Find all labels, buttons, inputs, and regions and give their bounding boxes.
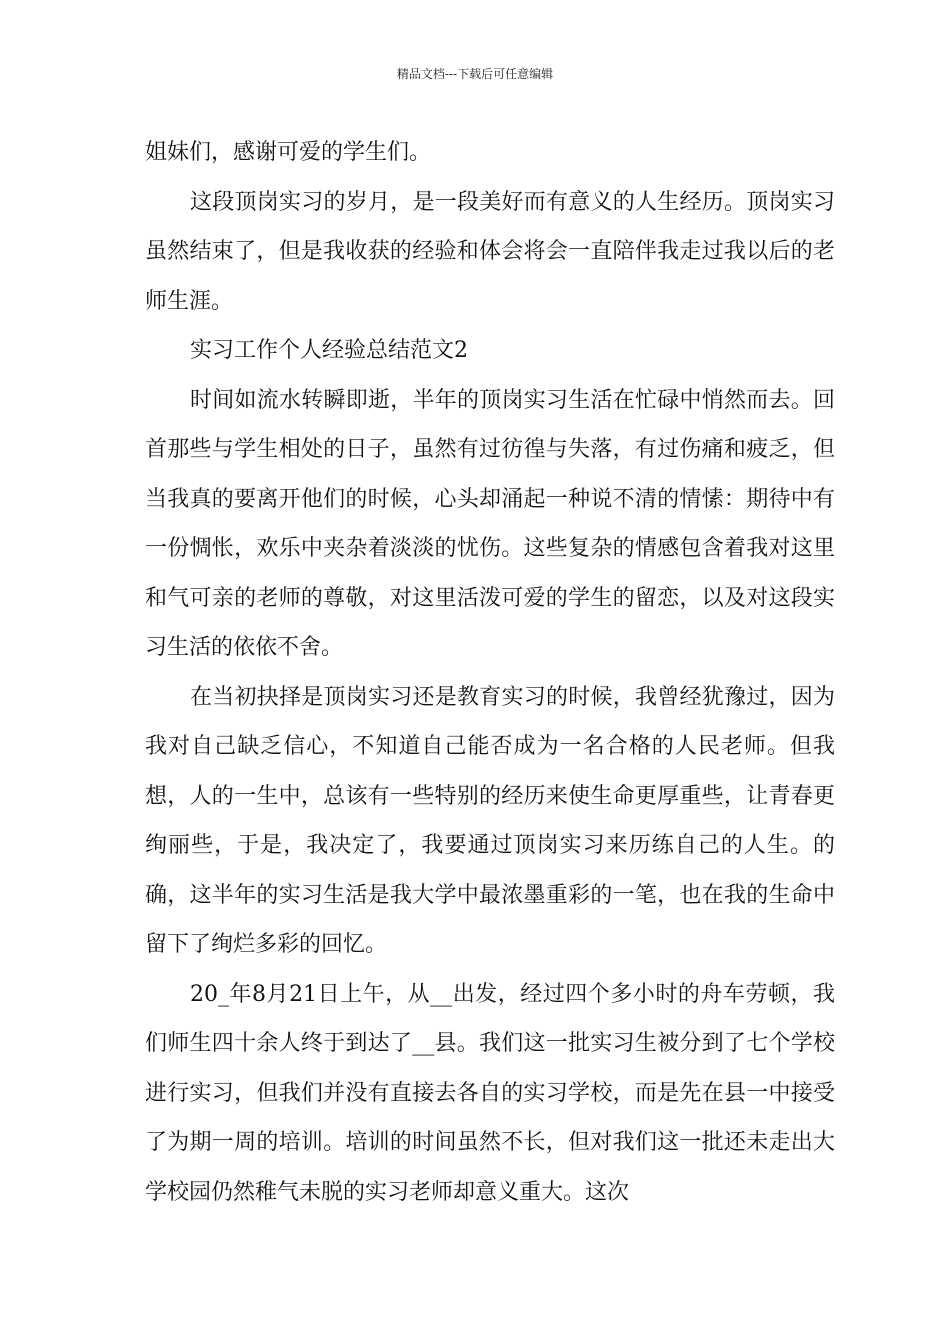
section-heading: 实习工作个人经验总结范文2 bbox=[190, 338, 468, 363]
paragraph-2: 这段顶岗实习的岁月，是一段美好而有意义的人生经历。顶岗实习虽然结束了，但是我收获的经验和体会将会一直陪伴我走过我以后的老师生涯。 bbox=[145, 189, 835, 314]
page-header: 精品文档---下载后可任意编辑 bbox=[396, 67, 554, 81]
paragraph-3: 时间如流水转瞬即逝，半年的顶岗实习生活在忙碌中悄然而去。回首那些与学生相处的日子，虽然有过彷徨与失落，有过伤痛和疲乏，但当我真的要离开他们的时候，心头却涌起一种说不清的情愫：期待中有一份惆怅，欢乐中夹杂着淡淡的忧伤。这些复杂的情感包含着我对这里和气可亲的老师的尊敬，对这里活泼可爱的学生的留恋，以及对这段实习生活的依依不舍。 bbox=[145, 387, 835, 660]
paragraph-4: 在当初抉择是顶岗实习还是教育实习的时候，我曾经犹豫过，因为我对自己缺乏信心，不知道自己能否成为一名合格的人民老师。但我想，人的一生中，总该有一些特别的经历来使生命更厚重些，让青春更绚丽些，于是，我决定了，我要通过顶岗实习来历练自己的人生。的确，这半年的实习生活是我大学中最浓墨重彩的一笔，也在我的生命中留下了绚烂多彩的回忆。 bbox=[145, 684, 835, 957]
document-body bbox=[145, 128, 835, 1217]
paragraph-5: 20_年8月21日上午，从__出发，经过四个多小时的舟车劳顿，我们师生四十余人终于到达了__县。我们这一批实习生被分到了七个学校进行实习，但我们并没有直接去各自的实习学校，而是先在县一中接受了为期一周的培训。培训的时间虽然不长，但对我们这一批还未走出大学校园仍然稚气未脱的实习老师却意义重大。这次 bbox=[145, 981, 835, 1205]
paragraph-1: 姐妹们，感谢可爱的学生们。 bbox=[145, 140, 432, 165]
